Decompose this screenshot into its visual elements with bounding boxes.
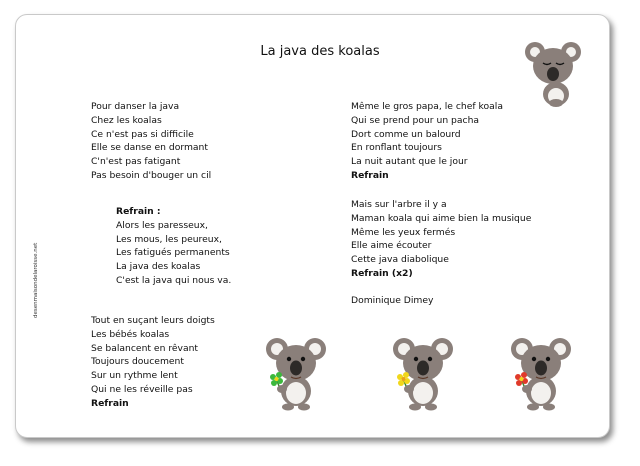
lyric-line: Pour danser la java (91, 101, 180, 112)
stanza-5 (351, 198, 531, 281)
lyric-line: Pas besoin d'bouger un cil (91, 169, 212, 181)
lyric-line: Chez les koalas (91, 114, 162, 126)
lyric-line: Même les yeux fermés (351, 226, 456, 238)
stanza-4 (351, 100, 503, 183)
lyric-line: Se balancent en rêvant (91, 342, 199, 354)
refrain-marker: Refrain (x2) (351, 267, 413, 279)
author-credit (351, 294, 433, 308)
lyric-line: Sur un rythme lent (91, 370, 178, 382)
lyric-line: Alors les paresseux, (116, 219, 208, 231)
koala-green-flower-icon (265, 335, 327, 411)
website-watermark: desenmaisondelaroisse.net (33, 242, 39, 318)
lyric-line: C'n'est pas fatigant (91, 156, 181, 168)
koala-top-icon (524, 38, 582, 110)
lyric-line: Elle aime écouter (351, 240, 432, 252)
lyric-line: Dort comme un balourd (351, 128, 461, 140)
refrain-marker: Refrain (351, 169, 389, 181)
stanza-1 (91, 100, 211, 183)
koala-red-flower-icon (510, 335, 572, 411)
lyric-line: La nuit autant que le jour (351, 156, 468, 168)
lyric-line: Elle se danse en dormant (91, 142, 208, 154)
lyric-line: Mais sur l'arbre il y a (351, 199, 447, 210)
lyric-line: Qui se prend pour un pacha (351, 114, 480, 126)
lyric-line: Les fatigués permanents (116, 247, 230, 259)
lyric-line: Toujours doucement (91, 356, 184, 368)
lyric-line: Les mous, les peureux, (116, 233, 222, 245)
lyric-line: C'est la java qui nous va. (116, 274, 232, 286)
lyric-line: Tout en suçant leurs doigts (91, 315, 215, 326)
lyric-line: En ronflant toujours (351, 142, 442, 154)
koala-yellow-flower-icon (392, 335, 454, 411)
lyric-line: Cette java diabolique (351, 254, 449, 266)
lyric-line: Même le gros papa, le chef koala (351, 101, 503, 112)
lyric-line: La java des koalas (116, 261, 201, 273)
lyric-line: Maman koala qui aime bien la musique (351, 212, 532, 224)
refrain-label: Refrain : (116, 206, 161, 217)
lyric-line: Qui ne les réveille pas (91, 383, 193, 395)
refrain-stanza (116, 205, 231, 288)
page-title: La java des koalas (260, 44, 380, 59)
lyric-line: Ce n'est pas si difficile (91, 128, 194, 140)
lyric-line: Les bébés koalas (91, 328, 170, 340)
author-name: Dominique Dimey (351, 295, 434, 306)
stanza-3 (91, 314, 215, 411)
refrain-marker: Refrain (91, 397, 129, 409)
